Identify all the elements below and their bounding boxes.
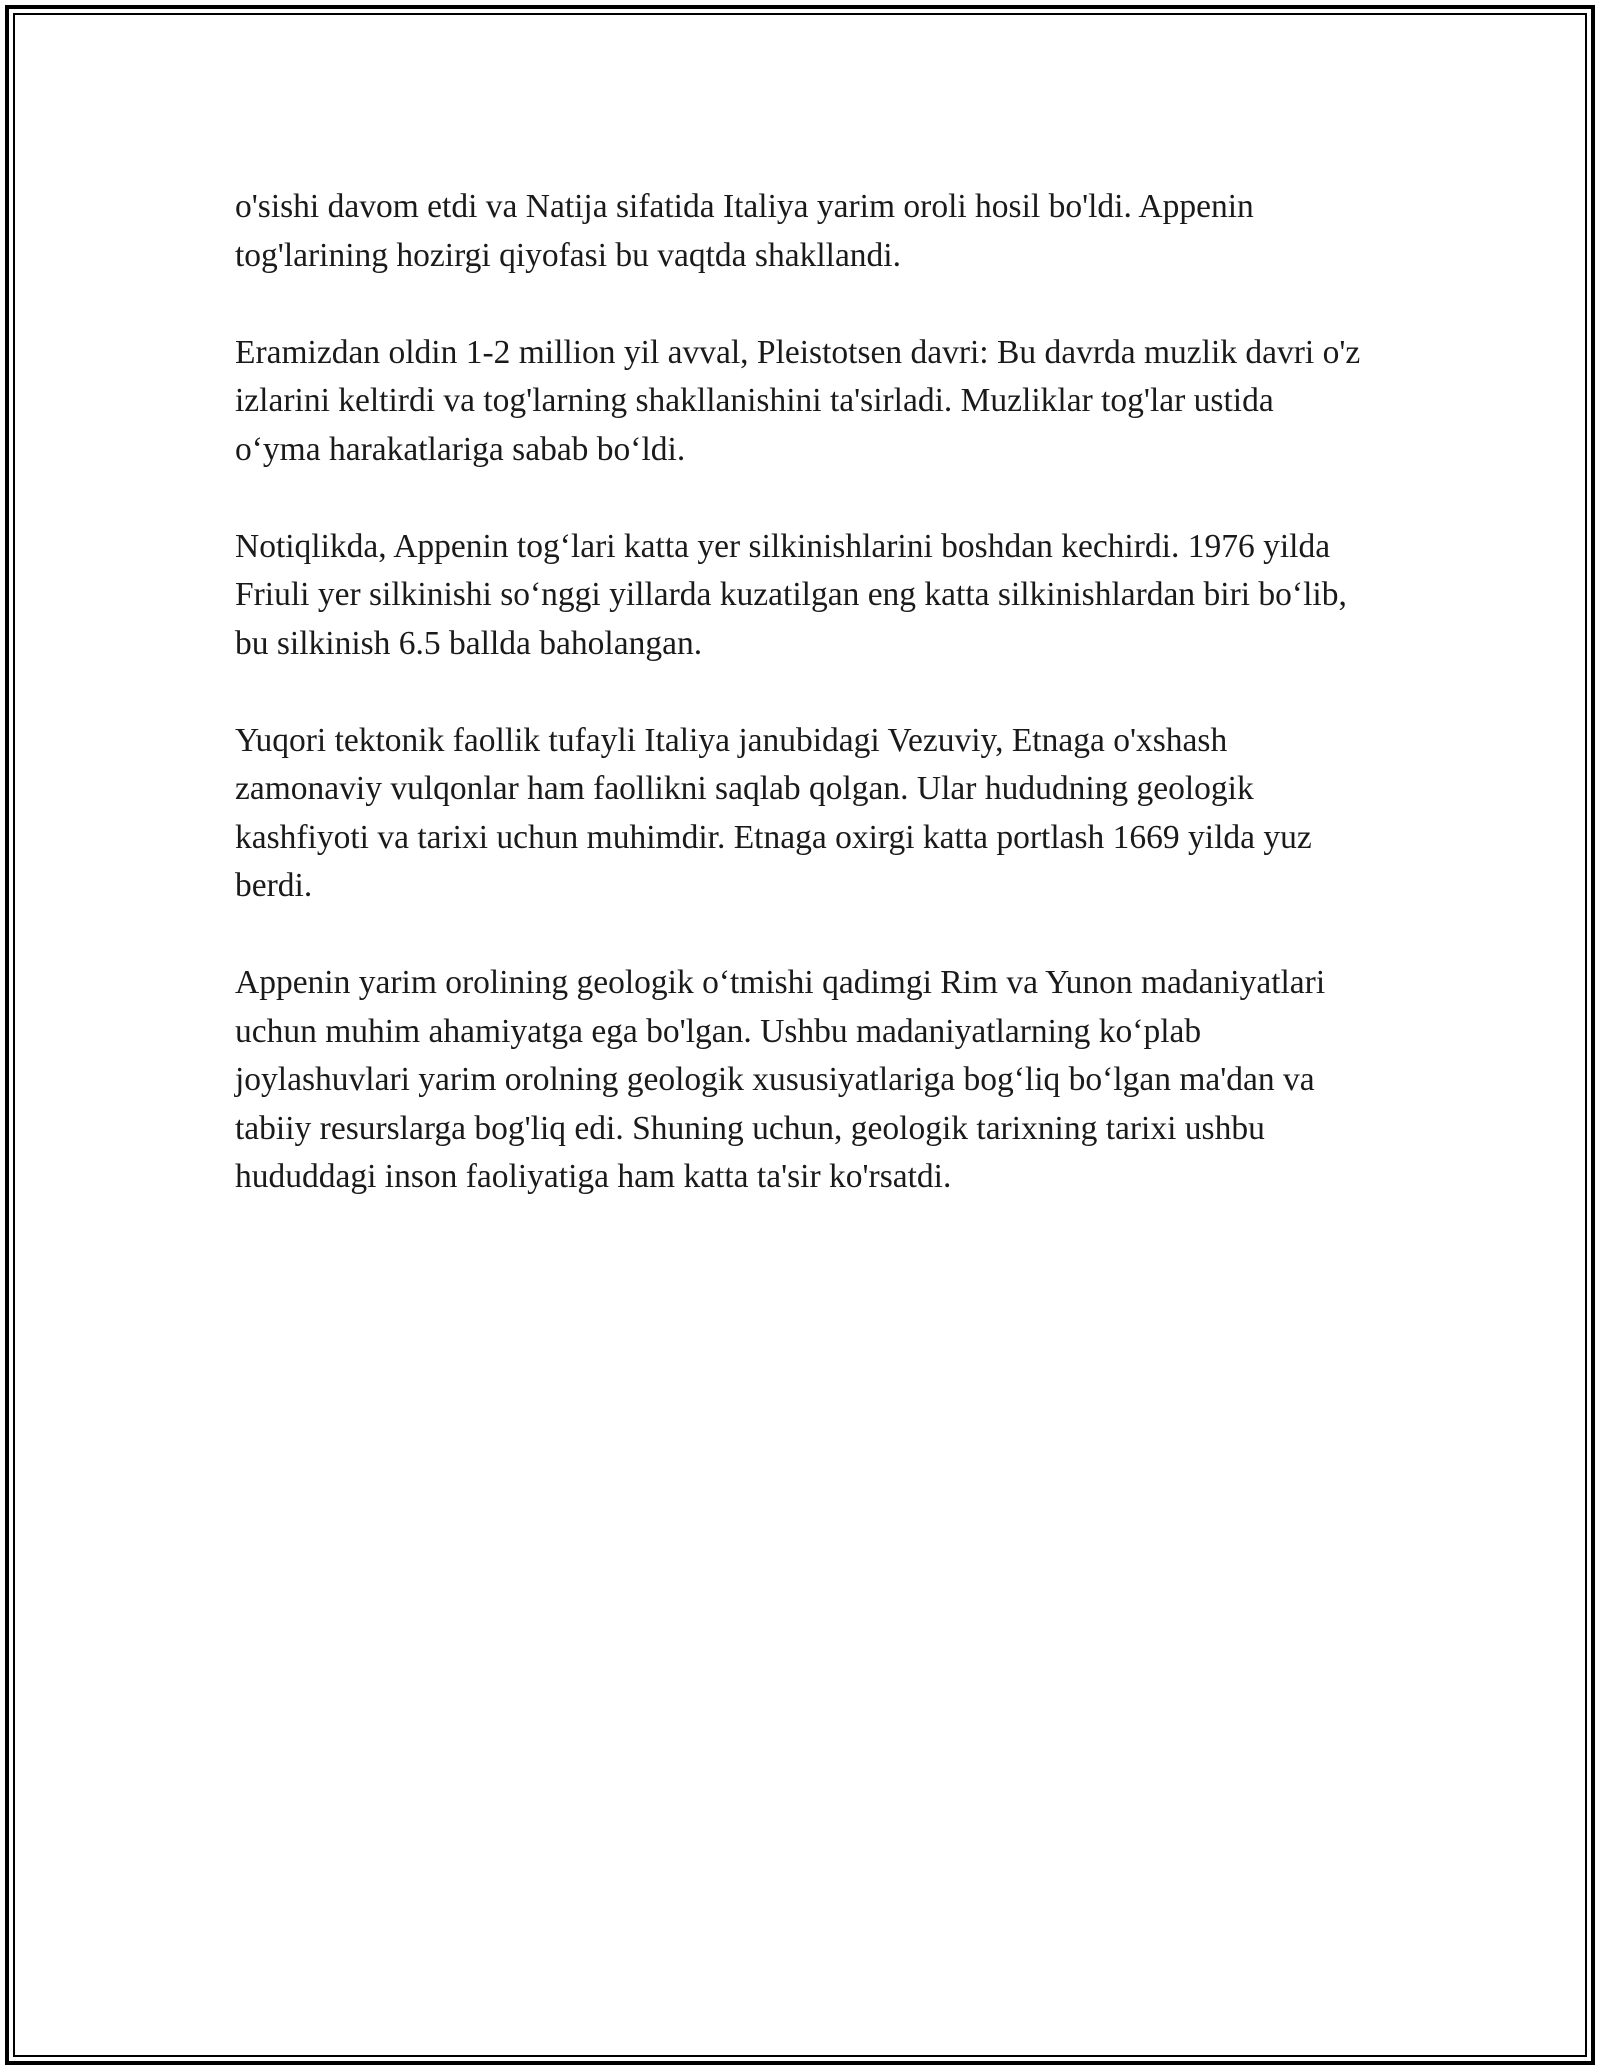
paragraph-volcanoes: Yuqori tektonik faollik tufayli Italiya janubidagi Vezuviy, Etnaga o'xshash zamonaviy vulqonlar ham faollikni saqlab qolgan. Ular hududning geologik kashfiyoti va tarixi uchun muhimdir. Etnaga oxirgi katta portlash 1669 yilda yuz berdi.: [235, 721, 1312, 904]
document-body: [235, 183, 1365, 1202]
paragraph-continuation: o'sishi davom etdi va Natija sifatida Italiya yarim oroli hosil bo'ldi. Appenin tog'larining hozirgi qiyofasi bu vaqtda shakllandi.: [235, 188, 1254, 274]
paragraph-ancient-cultures: Appenin yarim orolining geologik oʻtmishi qadimgi Rim va Yunon madaniyatlari uchun muhim ahamiyatga ega bo'lgan. Ushbu madaniyatlarning koʻplab joylashuvlari yarim orolning geologik xususiyatlariga bogʻliq boʻlgan ma'dan va tabiiy resurslarga bog'liq edi. Shuning uchun, geologik tarixning tarixi ushbu hududdagi inson faoliyatiga ham katta ta'sir ko'rsatdi.: [235, 964, 1326, 1195]
paragraph-pleistocene: Eramizdan oldin 1-2 million yil avval, Pleistotsen davri: Bu davrda muzlik davri o'z izlarini keltirdi va tog'larning shakllanishini ta'sirladi. Muzliklar tog'lar ustida oʻyma harakatlariga sabab boʻldi.: [235, 333, 1361, 468]
paragraph-earthquakes: Notiqlikda, Appenin togʻlari katta yer silkinishlarini boshdan kechirdi. 1976 yilda Friuli yer silkinishi soʻnggi yillarda kuzatilgan eng katta silkinishlardan biri boʻlib, bu silkinish 6.5 ballda baholangan.: [235, 527, 1347, 662]
